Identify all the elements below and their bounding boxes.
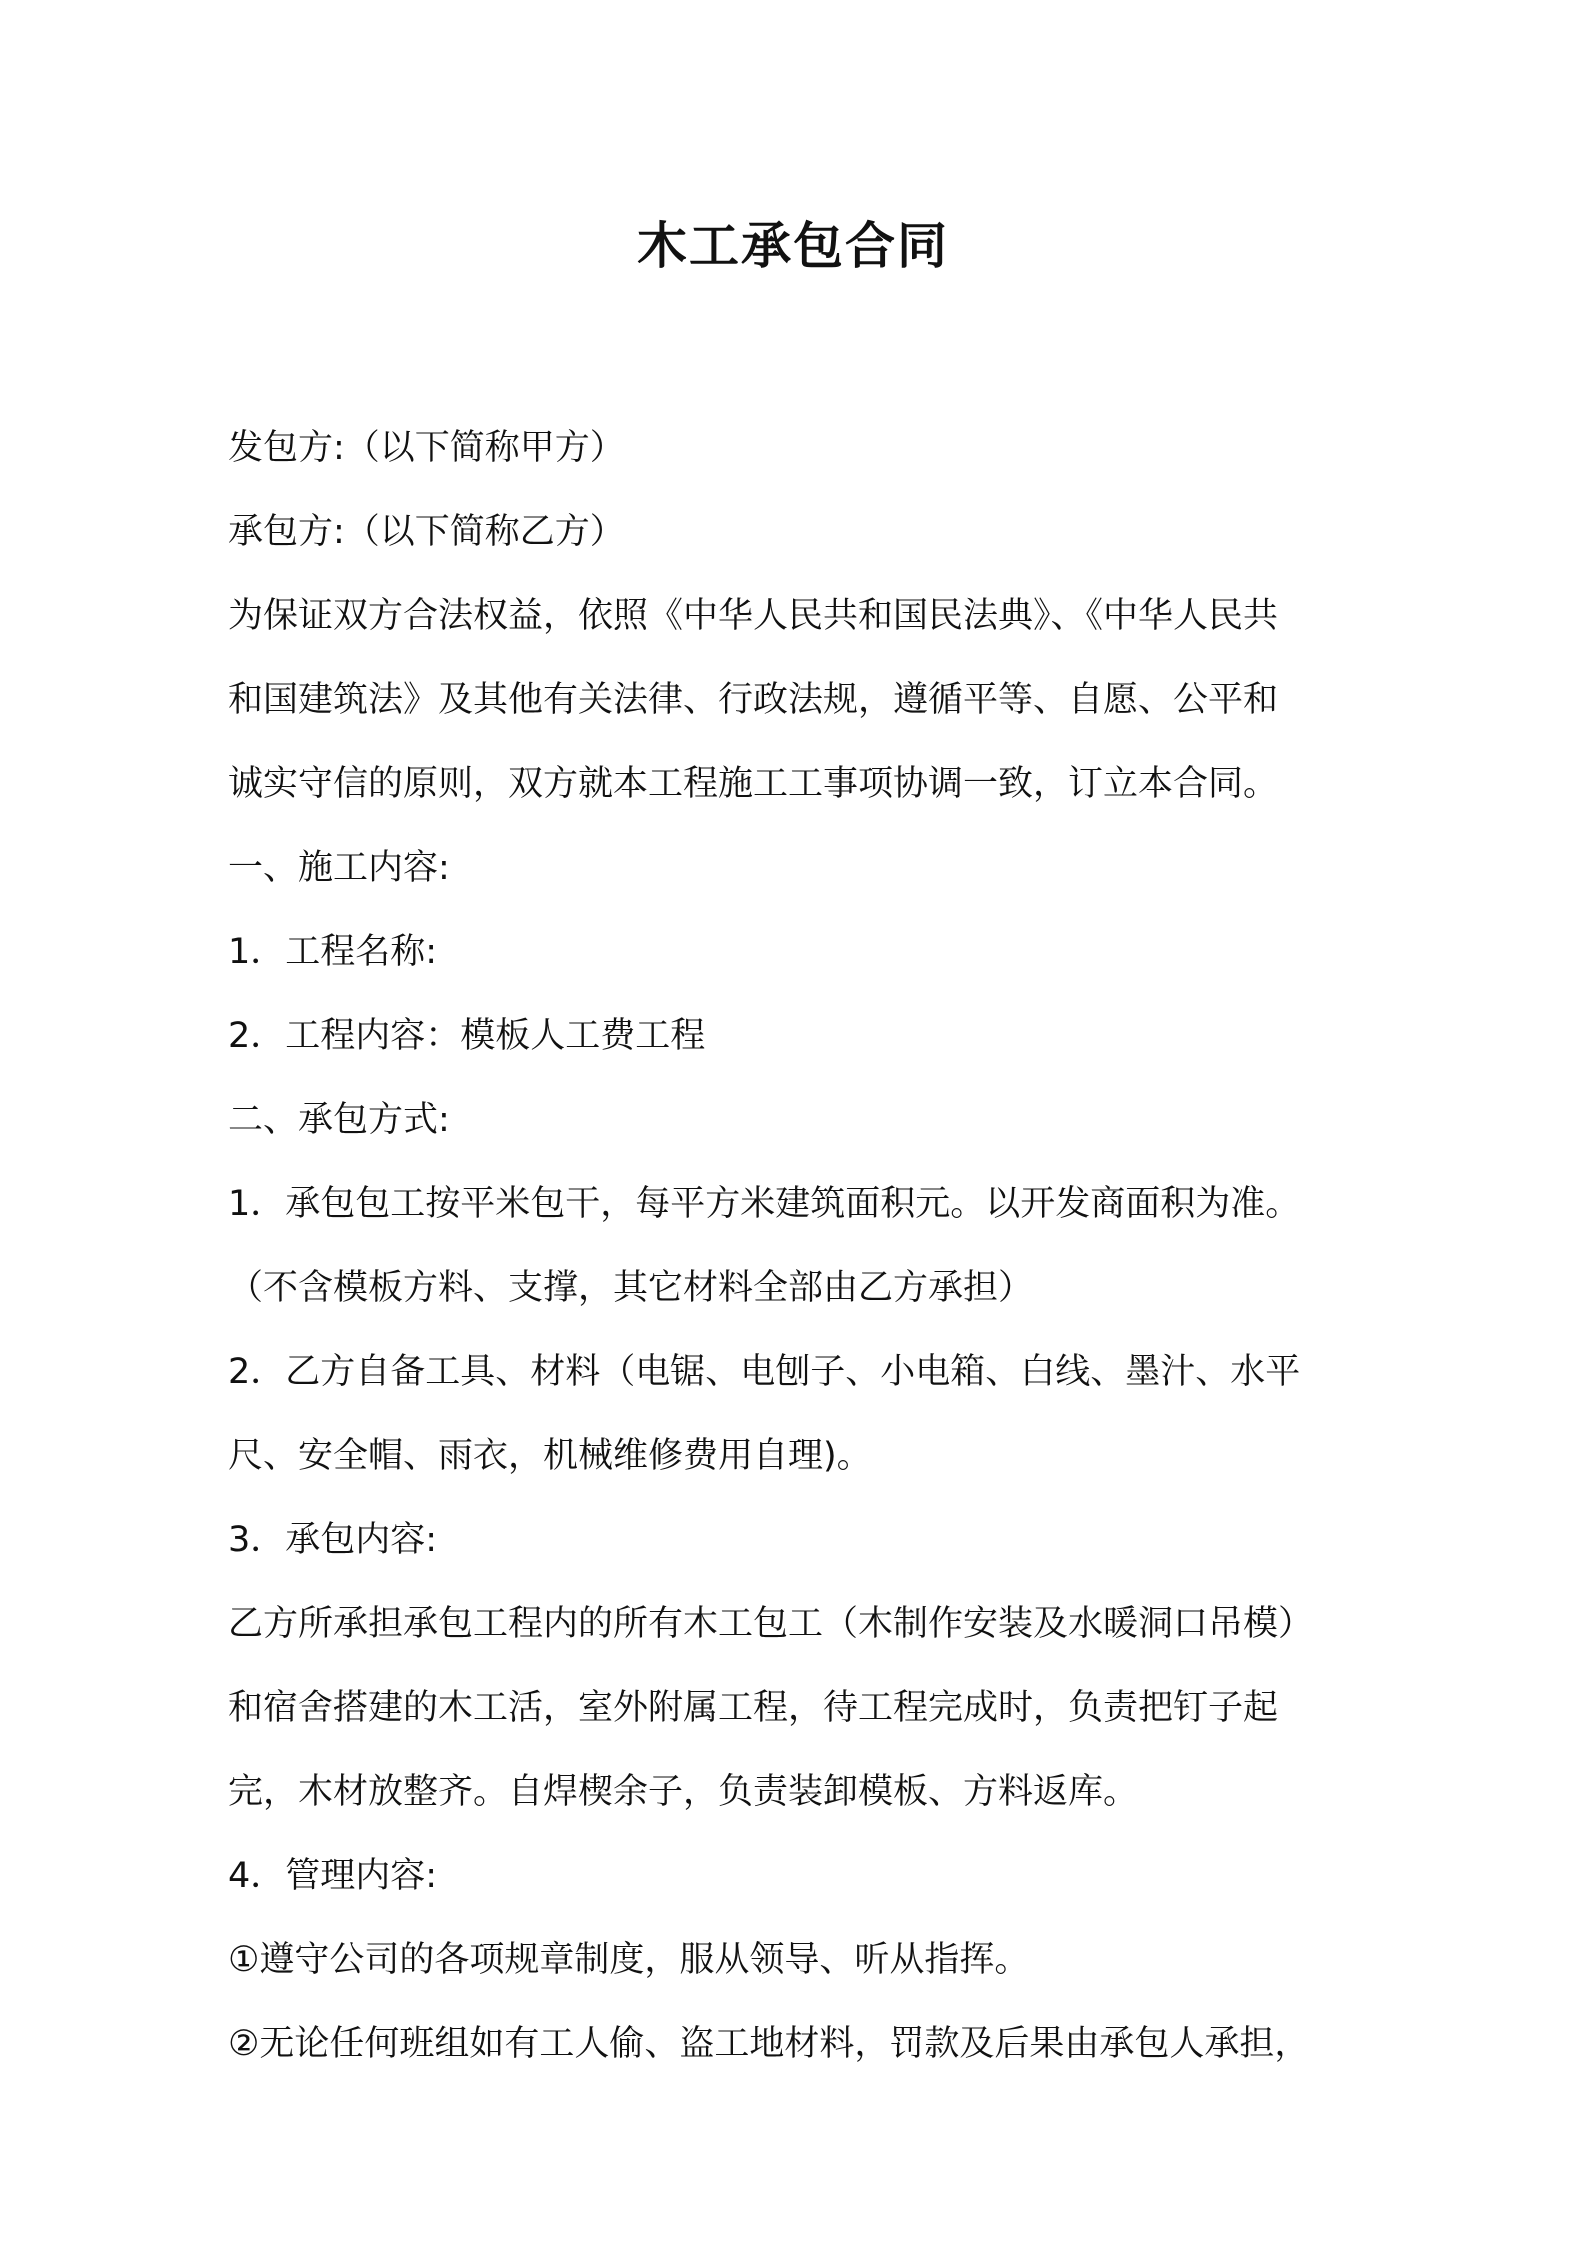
clause-2-4: 4．管理内容:	[228, 1856, 438, 1896]
clause-1-2: 2．工程内容：模板人工费工程	[228, 1016, 706, 1056]
document-title: 木工承包合同	[637, 217, 949, 275]
party-a-line: 发包方:（以下简称甲方）	[228, 428, 625, 468]
section-heading-2: 二、承包方式:	[228, 1100, 450, 1140]
clause-1-1: 1．工程名称:	[228, 932, 438, 972]
preamble-line-3: 诚实守信的原则，双方就本工程施工工事项协调一致，订立本合同。	[228, 764, 1279, 804]
party-b-line: 承包方:（以下简称乙方）	[228, 512, 625, 552]
document-body	[228, 406, 1378, 2086]
rule-1: ①遵守公司的各项规章制度，服从领导、听从指挥。	[228, 1940, 1030, 1980]
clause-2-3-text-3: 完，木材放整齐。自焊楔余子，负责装卸模板、方料返库。	[228, 1772, 1139, 1812]
clause-2-3-text-2: 和宿舍搭建的木工活，室外附属工程，待工程完成时，负责把钉子起	[228, 1688, 1279, 1728]
clause-2-2-cont: 尺、安全帽、雨衣，机械维修费用自理)。	[228, 1436, 872, 1476]
clause-2-3-text-1: 乙方所承担承包工程内的所有木工包工（木制作安装及水暖洞口吊模）	[228, 1604, 1314, 1644]
section-heading-1: 一、施工内容:	[228, 848, 450, 888]
clause-2-1: 1．承包包工按平米包干，每平方米建筑面积元。以开发商面积为准。	[228, 1184, 1301, 1224]
clause-2-3: 3．承包内容:	[228, 1520, 438, 1560]
preamble-line-2: 和国建筑法》及其他有关法律、行政法规，遵循平等、自愿、公平和	[228, 680, 1279, 720]
preamble-line-1: 为保证双方合法权益，依照《中华人民共和国民法典》、《中华人民共	[228, 596, 1279, 636]
rule-2: ②无论任何班组如有工人偷、盗工地材料，罚款及后果由承包人承担，	[228, 2024, 1310, 2064]
clause-2-2: 2．乙方自备工具、材料（电锯、电刨子、小电箱、白线、墨汁、水平	[228, 1352, 1301, 1392]
clause-2-1-note: （不含模板方料、支撑，其它材料全部由乙方承担）	[228, 1268, 1034, 1308]
